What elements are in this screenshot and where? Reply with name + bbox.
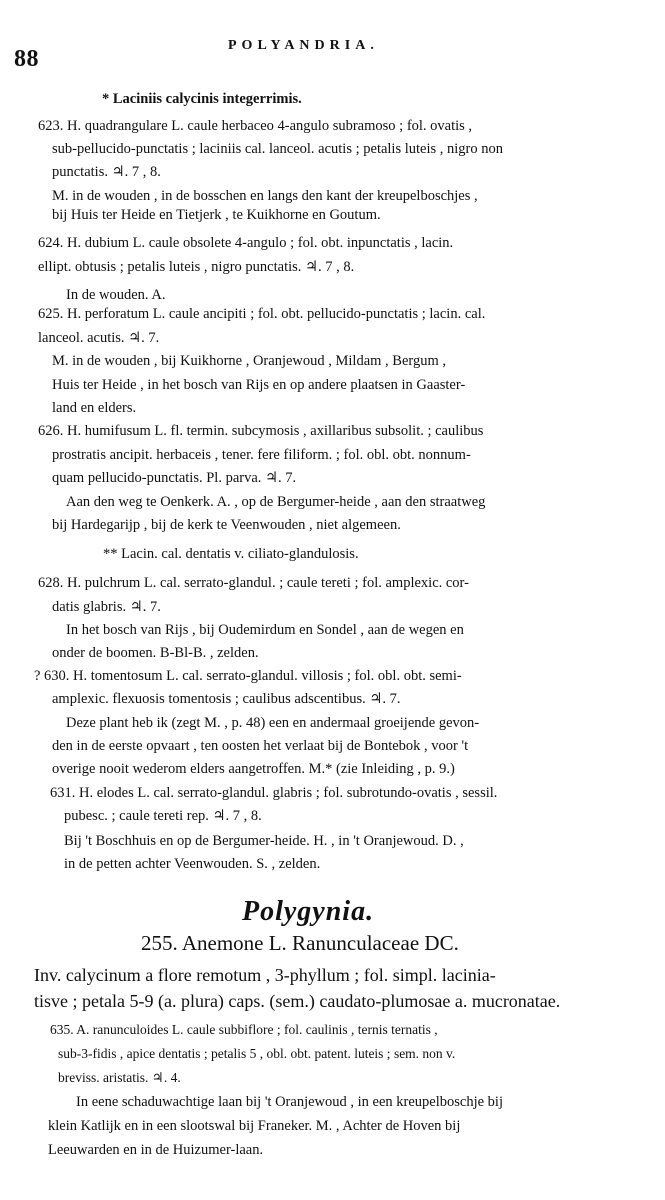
- page-number: 88: [14, 46, 39, 72]
- text-line: 631. H. elodes L. cal. serrato-glandul. glabris ; fol. subrotundo-ovatis , sessil.: [50, 785, 498, 801]
- text-line: In de wouden. A.: [66, 287, 166, 303]
- text-line: in de petten achter Veenwouden. S. , zelden.: [64, 856, 321, 872]
- running-head: POLYANDRIA.: [228, 38, 379, 53]
- text-line: Deze plant heb ik (zegt M. , p. 48) een en andermaal groeijende gevon-: [66, 715, 480, 731]
- text-line: In het bosch van Rijs , bij Oudemirdum en Sondel , aan de wegen en: [66, 622, 464, 638]
- text-line: den in de eerste opvaart , ten oosten het verlaat bij de Bontebok , voor 't: [52, 738, 469, 754]
- text-line: 625. H. perforatum L. caule ancipiti ; fol. obt. pellucido-punctatis ; lacin. cal.: [38, 306, 486, 322]
- text-line: bij Huis ter Heide en Tietjerk , te Kuikhorne en Goutum.: [52, 207, 381, 223]
- genus-heading: 255. Anemone L. Ranunculaceae DC.: [141, 931, 459, 955]
- text-line: ellipt. obtusis ; petalis luteis , nigro punctatis. ♃. 7 , 8.: [38, 259, 355, 275]
- text-line: breviss. aristatis. ♃. 4.: [58, 1070, 181, 1085]
- text-line: overige nooit wederom elders aangetroffen. M.* (zie Inleiding , p. 9.): [52, 761, 455, 777]
- text-line: sub-pellucido-punctatis ; laciniis cal. lanceol. acutis ; petalis luteis , nigro non: [52, 141, 504, 157]
- text-line: ? 630. H. tomentosum L. cal. serrato-glandul. villosis ; fol. obl. obt. semi-: [34, 668, 462, 684]
- text-line: In eene schaduwachtige laan bij 't Oranjewoud , in een kreupelboschje bij: [76, 1094, 503, 1110]
- genus-description-line: tisve ; petala 5-9 (a. plura) caps. (sem.) caudato-plumosae a. mucronatae.: [34, 991, 561, 1011]
- text-line: bij Hardegarijp , bij de kerk te Veenwouden , niet algemeen.: [52, 517, 401, 533]
- genus-description-line: Inv. calycinum a flore remotum , 3-phyllum ; fol. simpl. lacinia-: [34, 965, 496, 985]
- text-line: Leeuwarden en in de Huizumer-laan.: [48, 1142, 264, 1158]
- text-line: quam pellucido-punctatis. Pl. parva. ♃. 7.: [52, 470, 297, 486]
- text-line: Huis ter Heide , in het bosch van Rijs en op andere plaatsen in Gaaster-: [52, 377, 466, 393]
- text-line: 623. H. quadrangulare L. caule herbaceo 4-angulo subramoso ; fol. ovatis ,: [38, 118, 473, 134]
- text-line: M. in de wouden , in de bosschen en langs den kant der kreupelboschjes ,: [52, 188, 478, 204]
- text-line: 626. H. humifusum L. fl. termin. subcymosis , axillaribus subsolit. ; caulibus: [38, 423, 484, 439]
- text-line: 628. H. pulchrum L. cal. serrato-glandul. ; caule tereti ; fol. amplexic. cor-: [38, 575, 469, 591]
- text-line: 624. H. dubium L. caule obsolete 4-angulo ; fol. obt. inpunctatis , lacin.: [38, 235, 454, 251]
- text-line: amplexic. flexuosis tomentosis ; caulibus adscentibus. ♃. 7.: [52, 691, 401, 707]
- text-line: punctatis. ♃. 7 , 8.: [52, 164, 161, 180]
- text-line: sub-3-fidis , apice dentatis ; petalis 5 , obl. obt. patent. luteis ; sem. non v.: [58, 1046, 456, 1061]
- subgroup-heading: * Laciniis calycinis integerrimis.: [102, 91, 302, 107]
- text-line: Bij 't Boschhuis en op de Bergumer-heide. H. , in 't Oranjewoud. D. ,: [64, 833, 464, 849]
- text-line: pubesc. ; caule tereti rep. ♃. 7 , 8.: [64, 808, 262, 824]
- text-line: datis glabris. ♃. 7.: [52, 599, 161, 615]
- section-title: Polygynia.: [242, 896, 375, 927]
- subgroup-heading: ** Lacin. cal. dentatis v. ciliato-glandulosis.: [103, 546, 359, 562]
- text-line: land en elders.: [52, 400, 137, 416]
- text-line: M. in de wouden , bij Kuikhorne , Oranjewoud , Mildam , Bergum ,: [52, 353, 446, 369]
- text-line: klein Katlijk en in een slootswal bij Franeker. M. , Achter de Hoven bij: [48, 1118, 461, 1134]
- text-line: Aan den weg te Oenkerk. A. , op de Bergumer-heide , aan den straatweg: [66, 494, 486, 510]
- text-line: onder de boomen. B-Bl-B. , zelden.: [52, 645, 259, 661]
- text-line: prostratis ancipit. herbaceis , tener. fere filiform. ; fol. obl. obt. nonnum-: [52, 447, 471, 463]
- text-line: lanceol. acutis. ♃. 7.: [38, 330, 160, 346]
- text-line: 635. A. ranunculoides L. caule subbiflore ; fol. caulinis , ternis ternatis ,: [50, 1022, 438, 1037]
